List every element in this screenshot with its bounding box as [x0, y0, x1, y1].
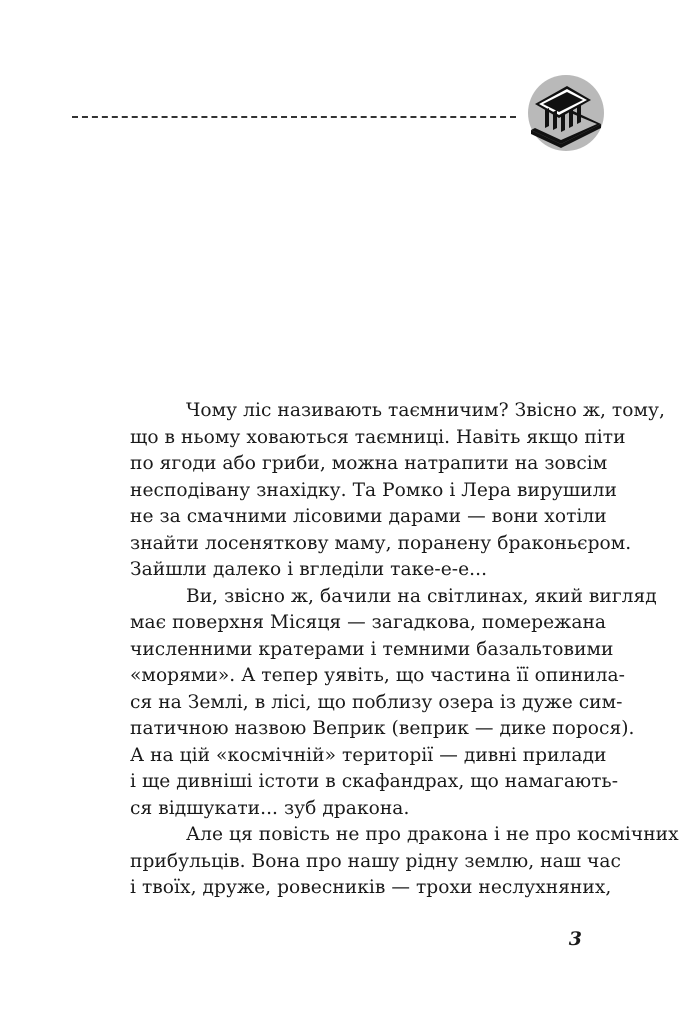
text-line: ся відшукати... зуб дракона.	[130, 797, 410, 819]
text-line: патичною назвою Веприк (веприк — дике порося).	[130, 718, 635, 739]
text-line: не за смачними лісовими дарами — вони хотіли	[130, 506, 607, 527]
paragraph-2	[74, 584, 657, 823]
page-number: 3	[568, 928, 582, 950]
text-line: і ще дивніші істоти в скафандрах, що намагають-	[130, 771, 619, 792]
paragraph-3	[74, 822, 679, 902]
text-line: Чому ліс називають таємничим? Звісно ж, тому,	[186, 400, 665, 421]
body-text	[74, 398, 679, 902]
text-line: численними кратерами і темними базальтовими	[130, 638, 614, 660]
text-line: має поверхня Місяця — загадкова, помережана	[130, 612, 607, 633]
text-line: ся на Землі, в лісі, що поблизу озера із дуже сим-	[130, 691, 623, 713]
text-line: Зайшли далеко і вгледіли таке-е-е...	[130, 559, 488, 580]
text-line: Ви, звісно ж, бачили на світлинах, який вигляд	[186, 585, 657, 607]
text-line: по ягоди або гриби, можна натрапити на зовсім	[130, 453, 608, 474]
text-line: прибульців. Вона про нашу рідну землю, наш час	[130, 850, 621, 872]
text-line: А на цій «космічній» території — дивні прилади	[130, 744, 607, 766]
text-line: несподівану знахідку. Та Ромко і Лера вирушили	[130, 479, 617, 501]
text-line: «морями». А тепер уявіть, що частина її опинила-	[130, 665, 625, 686]
text-line: і твоїх, друже, ровесників — трохи неслухняних,	[130, 877, 612, 898]
text-line: Але ця повість не про дракона і не про космічних	[186, 824, 679, 845]
text-line: що в ньому ховаються таємниці. Навіть якщо піти	[130, 426, 626, 448]
museum-building-icon	[527, 74, 605, 152]
text-line: знайти лосеняткову маму, поранену браконьєром.	[130, 532, 632, 554]
header-dashed-rule	[72, 116, 516, 118]
paragraph-1	[74, 398, 665, 584]
